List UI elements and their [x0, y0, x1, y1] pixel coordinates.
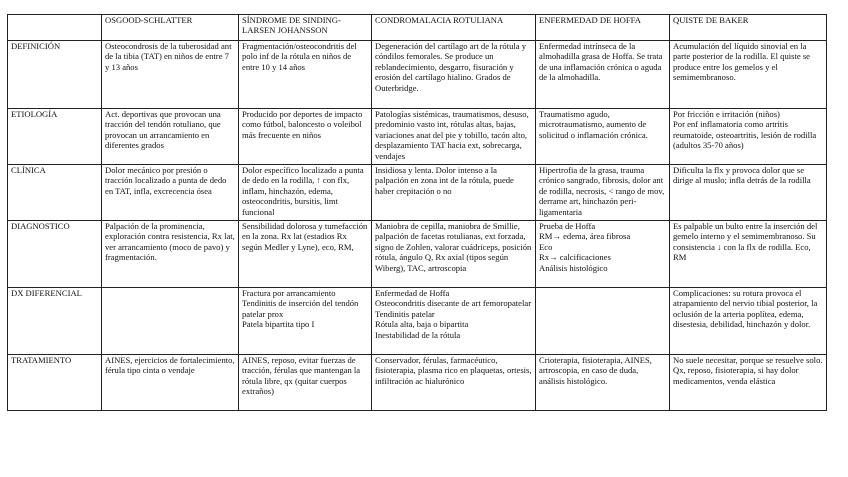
cell-clinica-osgood: Dolor mecánico por presión o tracción localizado a punta de dedo en TAT, infla, excrecencia ósea [102, 165, 239, 221]
row-label-definicion: DEFINICIÓN [8, 41, 102, 109]
cell-dx-diferencial-hoffa [536, 288, 670, 355]
cell-definicion-hoffa: Enfermedad intrínseca de la almohadilla grasa de Hoffa. Se trata de una inflamación crónica o aguda de la almohadilla. [536, 41, 670, 109]
cell-tratamiento-osgood: AINES, ejercicios de fortalecimiento, férula tipo cinta o vendaje [102, 355, 239, 411]
cell-tratamiento-condromalacia: Conservador, férulas, farmacéutico, fisioterapia, plasma rico en plaquetas, ortesis, infiltración ac hialurónico [372, 355, 536, 411]
cell-clinica-condromalacia: Insidiosa y lenta. Dolor intenso a la palpación en zona int de la rótula, puede haber crepitación o no [372, 165, 536, 221]
row-etiologia [8, 109, 827, 165]
row-tratamiento [8, 355, 827, 411]
cell-definicion-sinding: Fragmentación/osteocondritis del polo inf de la rótula en niños de entre 10 y 14 años [239, 41, 372, 109]
cell-definicion-condromalacia: Degeneración del cartílago art de la rótula y cóndilos femorales. Se produce un reblandecimiento, desgarro, fisuración y erosión del cartílago hialino. Grados de Outerbridge. [372, 41, 536, 109]
cell-clinica-hoffa: Hipertrofia de la grasa, trauma crónico sangrado, fibrosis, dolor ant de rodilla, necrosis, < rango de mov, derrame art, hinchazón peri-ligamentaria [536, 165, 670, 221]
header-corner [8, 15, 102, 41]
header-row [8, 15, 827, 41]
cell-etiologia-osgood: Act. deportivas que provocan una tracción del tendón rotuliano, que provocan un arrancamiento en diferentes grados [102, 109, 239, 165]
row-label-tratamiento: TRATAMIENTO [8, 355, 102, 411]
cell-diagnostico-condromalacia: Maniobra de cepilla, maniobra de Smillie, palpación de facetas rotulianas, ext forzada, signo de Zohlen, valorar cuádriceps, posición rótula, ángulo Q, Rx axial (tipos según Wiberg), TAC, artroscopia [372, 221, 536, 288]
header-hoffa: ENFERMEDAD DE HOFFA [536, 15, 670, 41]
cell-dx-diferencial-baker: Complicaciones: su rotura provoca el atrapamiento del nervio tibial posterior, la oclusión de la arteria poplítea, edema, disestesia, debilidad, hinchazón y dolor. [670, 288, 827, 355]
cell-etiologia-sinding: Producido por deportes de impacto como fútbol, baloncesto o voleibol más frecuente en niños [239, 109, 372, 165]
cell-tratamiento-hoffa: Crioterapia, fisioterapia, AINES, artroscopia, en caso de duda, análisis histológico. [536, 355, 670, 411]
row-label-diagnostico: DIAGNOSTICO [8, 221, 102, 288]
cell-etiologia-baker: Por fricción e irritación (niños) Por enf inflamatoria como artritis reumatoide, osteoartritis, lesión de rodilla (adultos 35-70 años) [670, 109, 827, 165]
cell-tratamiento-baker: No suele necesitar, porque se resuelve solo. Qx, reposo, fisioterapia, si hay dolor medicamentos, venda elástica [670, 355, 827, 411]
row-dx-diferencial [8, 288, 827, 355]
cell-dx-diferencial-condromalacia: Enfermedad de Hoffa Osteocondritis disecante de art femoropatelar Tendinitis patelar Rótula alta, baja o bipartita Inestabilidad de la rótula [372, 288, 536, 355]
cell-diagnostico-baker: Es palpable un bulto entre la inserción del gemelo interno y el semimembranoso. Su consistencia ↓ con la flx de rodilla. Eco, RM [670, 221, 827, 288]
header-condromalacia: CONDROMALACIA ROTULIANA [372, 15, 536, 41]
cell-clinica-sinding: Dolor específico localizado a punta de dedo en la rodilla, ↑ con flx, inflam, hinchazón, edema, osteocondritis, bursitis, limt funcional [239, 165, 372, 221]
row-label-etiologia: ETIOLOGÍA [8, 109, 102, 165]
cell-diagnostico-sinding: Sensibilidad dolorosa y tumefacción en la zona. Rx lat (estadios Rx según Medler y Lyne), eco, RM, [239, 221, 372, 288]
cell-etiologia-hoffa: Traumatismo agudo, microtraumatismo, aumento de solicitud o inflamación crónica. [536, 109, 670, 165]
cell-dx-diferencial-sinding: Fractura por arrancamiento Tendinitis de inserción del tendón patelar prox Patela bipartita tipo I [239, 288, 372, 355]
header-osgood-schlatter: OSGOOD-SCHLATTER [102, 15, 239, 41]
row-clinica [8, 165, 827, 221]
cell-diagnostico-osgood: Palpación de la prominencia, exploración contra resistencia, Rx lat, ver arrancamiento (moco de pavo) y fragmentación. [102, 221, 239, 288]
row-definicion [8, 41, 827, 109]
cell-dx-diferencial-osgood [102, 288, 239, 355]
cell-etiologia-condromalacia: Patologías sistémicas, traumatismos, desuso, predominio vasto int, rótulas altas, bajas, variaciones anat del pie y tobillo, tacón alto, desplazamiento TAT hacia ext, sobrecarga, vendajes [372, 109, 536, 165]
header-sinding-larsen: SÍNDROME DE SINDING-LARSEN JOHANSSON [239, 15, 372, 41]
header-baker: QUISTE DE BAKER [670, 15, 827, 41]
cell-definicion-baker: Acumulación del líquido sinovial en la parte posterior de la rodilla. El quiste se produce entre los gemelos y el semimembranoso. [670, 41, 827, 109]
row-label-dx-diferencial: DX DIFERENCIAL [8, 288, 102, 355]
row-diagnostico [8, 221, 827, 288]
cell-definicion-osgood: Osteocondrosis de la tuberosidad ant de la tibia (TAT) en niños de entre 7 y 13 años [102, 41, 239, 109]
cell-clinica-baker: Dificulta la flx y provoca dolor que se dirige al muslo; infla detrás de la rodilla [670, 165, 827, 221]
cell-diagnostico-hoffa: Prueba de Hoffa RM→ edema, área fibrosa Eco Rx→ calcificaciones Análisis histológico [536, 221, 670, 288]
comparison-table [7, 14, 827, 411]
row-label-clinica: CLÍNICA [8, 165, 102, 221]
cell-tratamiento-sinding: AINES, reposo, evitar fuerzas de tracción, férulas que mantengan la rótula libre, qx (quitar cuerpos extraños) [239, 355, 372, 411]
